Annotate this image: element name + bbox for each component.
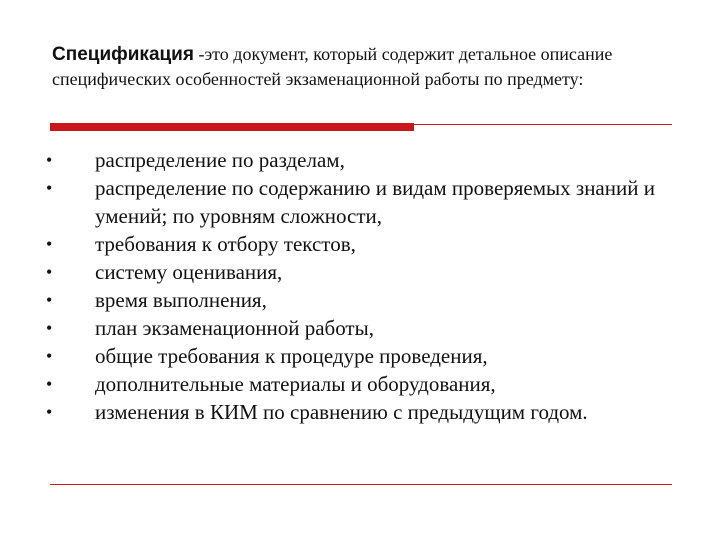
list-item-text: распределение по разделам, bbox=[95, 148, 345, 172]
list-item-text: распределение по содержанию и видам проверяемых знаний и умений; по уровням сложности, bbox=[95, 176, 655, 228]
list-item-text: изменения в КИМ по сравнению с предыдущим годом. bbox=[95, 400, 588, 424]
bullet-icon: • bbox=[46, 402, 53, 422]
bullet-icon: • bbox=[46, 374, 53, 394]
list-item bbox=[0, 370, 720, 398]
list-item-text: план экзаменационной работы, bbox=[95, 316, 374, 340]
specification-list bbox=[0, 146, 720, 426]
list-item bbox=[0, 314, 720, 342]
list-item-text: требования к отбору текстов, bbox=[95, 232, 356, 256]
list-item bbox=[0, 286, 720, 314]
bullet-icon: • bbox=[46, 150, 53, 170]
list-item-text: дополнительные материалы и оборудования, bbox=[95, 372, 496, 396]
list-item-text: общие требования к процедуре проведения, bbox=[95, 344, 488, 368]
term-definition: -это документ, который содержит детальное описание специфических особенностей экзаменационной работы по предмету: bbox=[52, 44, 613, 89]
list-item bbox=[0, 398, 720, 426]
bullet-icon: • bbox=[46, 234, 53, 254]
list-item bbox=[0, 230, 720, 258]
list-item bbox=[0, 342, 720, 370]
bullet-icon: • bbox=[46, 318, 53, 338]
term-heading: Спецификация bbox=[52, 44, 194, 65]
definition-paragraph bbox=[52, 42, 672, 92]
list-item bbox=[0, 258, 720, 286]
list-item bbox=[0, 146, 720, 174]
bullet-icon: • bbox=[46, 262, 53, 282]
bullet-icon: • bbox=[46, 290, 53, 310]
list-item bbox=[0, 174, 720, 230]
accent-divider-thick bbox=[50, 123, 414, 131]
bullet-icon: • bbox=[46, 178, 53, 198]
list-item-text: время выполнения, bbox=[95, 288, 267, 312]
accent-divider-thin bbox=[414, 124, 672, 125]
bullet-icon: • bbox=[46, 346, 53, 366]
bottom-divider bbox=[50, 484, 672, 485]
list-item-text: систему оценивания, bbox=[95, 260, 283, 284]
